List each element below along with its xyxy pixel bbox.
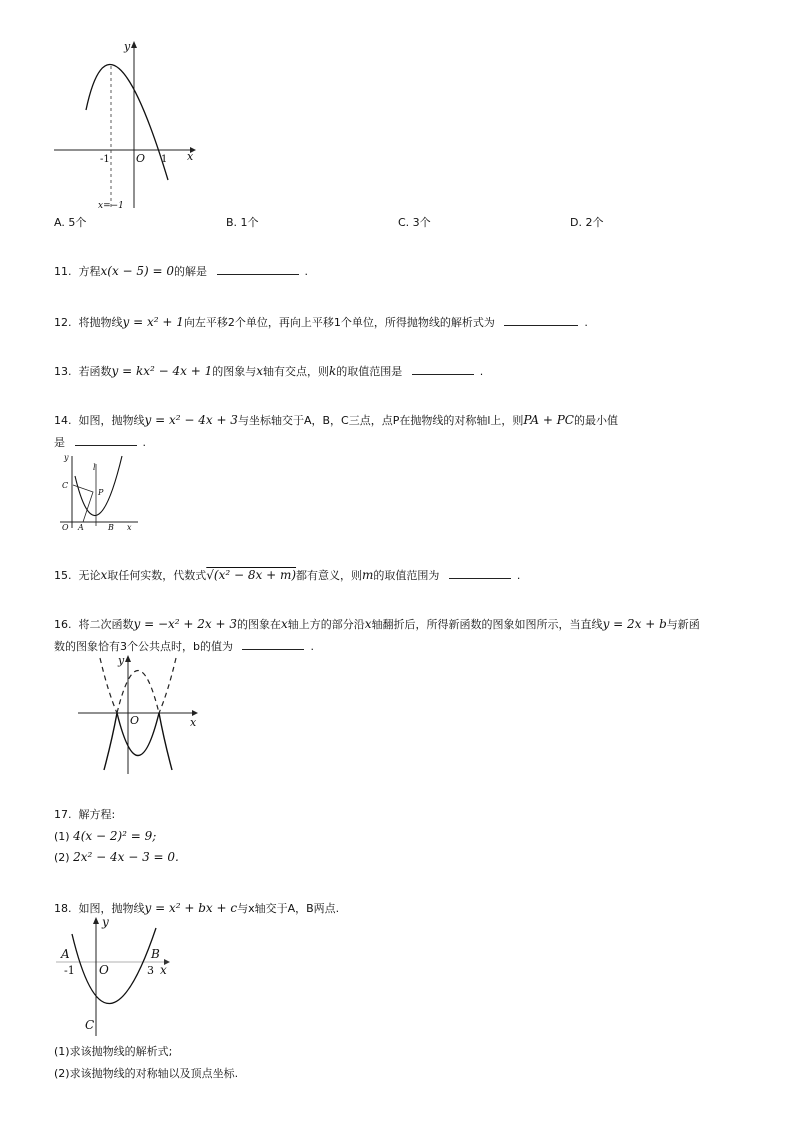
answer-blank[interactable] [504, 314, 578, 326]
answer-blank[interactable] [412, 363, 474, 375]
question-15: 15. 无论x取任何实数，代数式√(x² − 8x + m)都有意义，则m的取值范围为 . [54, 568, 521, 582]
dashed-left-branch [100, 658, 117, 713]
q16-folded-parabola-figure [76, 652, 202, 776]
question-17: 17. 解方程: [54, 808, 116, 821]
origin-label: O [99, 963, 109, 977]
q18-parabola-figure [54, 914, 178, 1038]
y-axis-arrow-icon [125, 655, 131, 662]
tick-neg1: -1 [64, 964, 75, 977]
label-o: O [62, 523, 69, 532]
symmetry-label: x=−1 [98, 201, 124, 211]
dashed-right-branch [159, 658, 176, 713]
y-axis-label: y [124, 40, 131, 53]
question-number: 13. [54, 365, 72, 378]
x-axis-label: x [190, 716, 197, 729]
question-16: 16. 将二次函数y = −x² + 2x + 3的图象在x轴上方的部分沿x轴翻折后，所得新函数的图象如图所示，当直线y = 2x + b与新函 [54, 617, 700, 631]
label-a: A [78, 523, 84, 532]
question-number: 11. [54, 265, 72, 278]
y-axis-arrow-icon [131, 41, 137, 48]
parabola-curve [86, 64, 168, 180]
left-branch-down [104, 713, 117, 770]
right-branch-down [159, 713, 172, 770]
label-b: B [108, 523, 114, 532]
question-number: 14. [54, 414, 72, 427]
segments-pa-pc [73, 485, 93, 522]
label-y: y [64, 453, 69, 462]
label-x: x [127, 523, 132, 532]
answer-blank[interactable] [242, 638, 304, 650]
tick-3: 3 [147, 964, 154, 977]
question-18-sub-1: (1)求该抛物线的解析式; [54, 1045, 173, 1058]
question-number: 15. [54, 569, 72, 582]
answer-blank[interactable] [217, 263, 299, 275]
label-a: A [61, 947, 70, 961]
option-c[interactable]: C. 3个 [398, 216, 431, 229]
question-18-sub-2: (2)求该抛物线的对称轴以及顶点坐标. [54, 1067, 239, 1080]
tick-neg1: -1 [100, 154, 110, 165]
question-14: 14. 如图，抛物线y = x² − 4x + 3与坐标轴交于A，B，C三点，点P在抛物线的对称轴l上，则PA + PC的最小值 [54, 413, 618, 427]
question-18: 18. 如图，抛物线y = x² + bx + c与x轴交于A，B两点. [54, 901, 340, 915]
label-p: P [98, 488, 104, 497]
q14-parabola-figure [56, 452, 146, 532]
parabola-curve [75, 456, 122, 516]
origin-label: O [136, 152, 146, 165]
question-number: 17. [54, 808, 72, 821]
question-14-line2: 是 . [54, 436, 146, 449]
question-13: 13. 若函数y = kx² − 4x + 1的图象与x轴有交点，则k的取值范围是 . [54, 364, 484, 378]
question-16-line2: 数的图象恰有3个公共点时，b的值为 . [54, 640, 314, 653]
option-b[interactable]: B. 1个 [226, 216, 259, 229]
parabola-curve [72, 928, 156, 1004]
question-number: 18. [54, 902, 72, 915]
label-b: B [151, 947, 160, 961]
option-d[interactable]: D. 2个 [570, 216, 604, 229]
question-17-item-1: (1) 4(x − 2)² = 9; [54, 829, 157, 843]
x-axis-label: x [160, 963, 167, 977]
question-12: 12. 将抛物线y = x² + 1向左平移2个单位，再向上平移1个单位，所得抛物线的解析式为 . [54, 315, 588, 329]
y-axis-arrow-icon [93, 917, 99, 924]
q10-parabola-figure [50, 38, 200, 212]
answer-blank[interactable] [75, 434, 137, 446]
y-axis-label: y [102, 915, 109, 929]
question-17-item-2: (2) 2x² − 4x − 3 = 0. [54, 850, 179, 864]
answer-blank[interactable] [449, 567, 511, 579]
question-number: 16. [54, 618, 72, 631]
question-number: 12. [54, 316, 72, 329]
label-l: l [93, 463, 96, 472]
dashed-original-arch [117, 671, 159, 714]
label-c: C [62, 481, 69, 490]
question-11: 11. 方程x(x − 5) = 0的解是 . [54, 264, 309, 278]
option-a[interactable]: A. 5个 [54, 216, 87, 229]
x-axis-label: x [187, 150, 194, 163]
label-c: C [85, 1018, 95, 1032]
y-axis-label: y [118, 654, 125, 667]
origin-label: O [130, 714, 140, 727]
tick-1: 1 [161, 154, 168, 165]
